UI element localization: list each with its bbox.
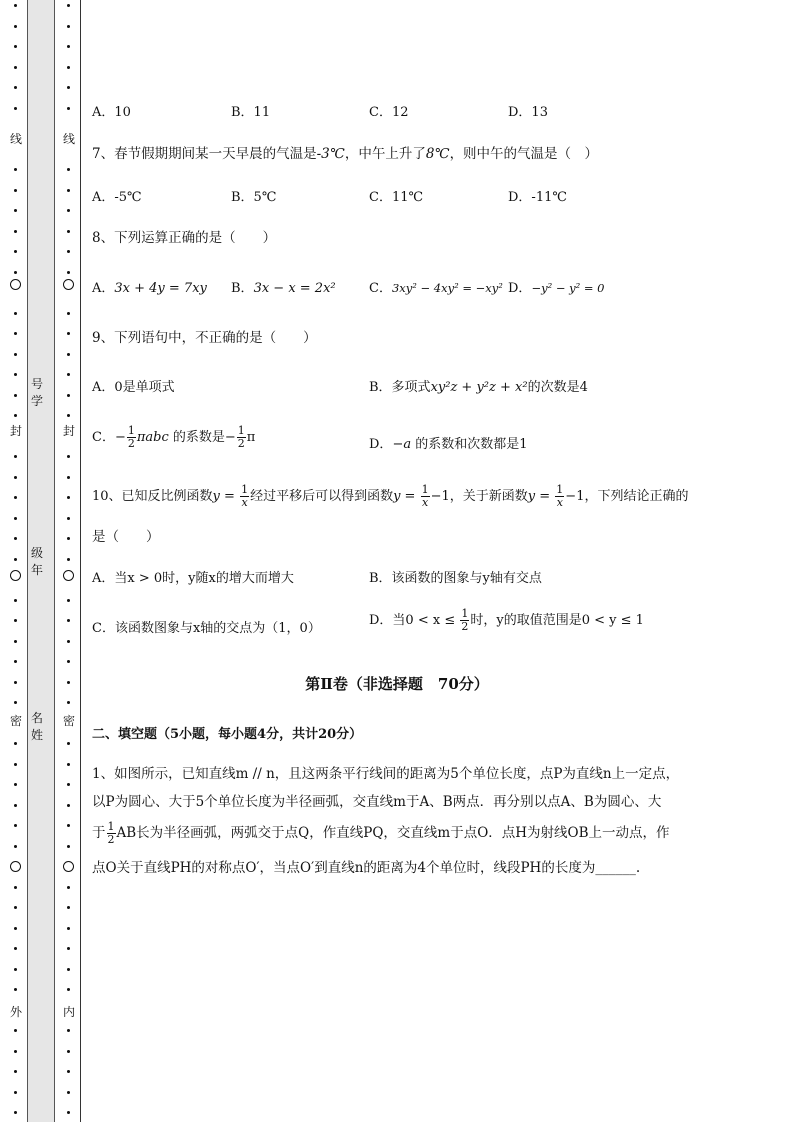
binding-dot xyxy=(67,332,70,335)
binding-dot xyxy=(67,476,70,479)
binding-dot xyxy=(67,209,70,212)
binding-dot xyxy=(67,927,70,930)
q7-option-c: C．11℃ xyxy=(369,190,424,205)
q10-option-b: B．该函数的图象与y轴有交点 xyxy=(369,571,542,586)
q8-a-expr: 3x + 4y = 7xy xyxy=(114,281,207,296)
label-student-number: 号学 xyxy=(31,377,44,408)
binding-dot xyxy=(67,599,70,602)
q8-c-label: C． xyxy=(369,281,392,296)
binding-dot xyxy=(67,168,70,171)
q7-option-d: D．-11℃ xyxy=(508,190,567,205)
binding-dot xyxy=(67,189,70,192)
fill-question-1-line-3 xyxy=(92,818,742,849)
margin-char-xian-outer: 线 xyxy=(9,132,22,146)
binding-dot xyxy=(67,312,70,315)
binding-dot xyxy=(67,496,70,499)
q10-d-post: 时，y的取值范围是0 < y ≤ 1 xyxy=(470,613,644,628)
binding-dot xyxy=(14,312,17,315)
binding-dot xyxy=(14,599,17,602)
binding-dot xyxy=(14,619,17,622)
binding-dot xyxy=(14,250,17,253)
q7-option-b: B．5℃ xyxy=(231,190,277,205)
binding-dot xyxy=(14,845,17,848)
q10-d-pre: D．当0 < x ≤ xyxy=(369,613,460,628)
q10-fraction-1 xyxy=(240,484,249,509)
binding-dot xyxy=(67,701,70,704)
binding-dot xyxy=(67,373,70,376)
binding-dot xyxy=(67,988,70,991)
fill1-l3-post: AB长为半径画弧，两弧交于点Q，作直线PQ，交直线m于点O．点H为射线OB上一动点，作 xyxy=(116,825,670,841)
inner-border-line xyxy=(80,0,81,1122)
q7-stem-b: ，中午上升了 xyxy=(344,146,426,162)
q6-option-a: A．10 xyxy=(92,105,131,120)
binding-dot xyxy=(67,1111,70,1114)
q9-option-d xyxy=(369,433,528,452)
binding-dot xyxy=(14,1050,17,1053)
q10-option-a: A．当x > 0时，y随x的增大而增大 xyxy=(92,571,294,586)
binding-circle xyxy=(10,570,21,581)
binding-dot xyxy=(14,332,17,335)
outer-dot-column xyxy=(9,0,23,1123)
q8-a-label: A． xyxy=(92,281,115,296)
binding-dot xyxy=(67,763,70,766)
binding-dot xyxy=(67,947,70,950)
binding-dot xyxy=(67,455,70,458)
binding-dot xyxy=(67,1029,70,1032)
binding-dot xyxy=(67,353,70,356)
q7-stem-c: ，则中午的气温是（ ） xyxy=(449,146,599,162)
q10-f2-num: 1 xyxy=(421,483,429,496)
q7-option-a: A．-5℃ xyxy=(92,190,142,205)
q9-c-pre: C．− xyxy=(92,430,126,445)
q10-stem-d: ，下列结论正确的 xyxy=(584,489,689,504)
q9-c-den1: 2 xyxy=(127,437,135,450)
binding-dot xyxy=(14,353,17,356)
binding-dot xyxy=(14,496,17,499)
q10-stem xyxy=(92,484,688,509)
binding-circle xyxy=(63,279,74,290)
q9-c-mid: 的系数是− xyxy=(168,430,236,445)
q9-c-fraction-2 xyxy=(237,425,246,450)
binding-dot xyxy=(14,1029,17,1032)
binding-dot xyxy=(67,4,70,7)
binding-dot xyxy=(67,66,70,69)
fill-question-1-line-4: 点O关于直线PH的对称点O′，当点O′到直线n的距离为4个单位时，线段PH的长度为______. xyxy=(92,860,641,876)
margin-char-feng-inner: 封 xyxy=(62,424,75,438)
q10-tail3: −1 xyxy=(565,489,585,504)
binding-dot xyxy=(14,886,17,889)
q9-c-num2: 1 xyxy=(237,424,245,437)
binding-dot xyxy=(14,558,17,561)
q10-y2: y = xyxy=(393,489,420,504)
q9-d-pre: D． xyxy=(369,437,393,452)
binding-dot xyxy=(67,742,70,745)
q10-option-c: C．该函数图象与x轴的交点为（1，0） xyxy=(92,621,321,636)
binding-dot xyxy=(67,640,70,643)
binding-dot xyxy=(67,25,70,28)
q8-option-d xyxy=(508,277,605,296)
binding-circle xyxy=(63,861,74,872)
q10-stem-b: 经过平移后可以得到函数 xyxy=(250,489,394,504)
binding-dot xyxy=(67,271,70,274)
q10-f3-num: 1 xyxy=(556,483,564,496)
binding-dot xyxy=(67,886,70,889)
q9-c-den2: 2 xyxy=(237,437,245,450)
q9-d-post: 的系数和次数都是1 xyxy=(411,437,528,452)
q7-temp-rise: 8℃ xyxy=(425,146,450,162)
section-title: 第Ⅱ卷（非选择题 70分） xyxy=(305,675,489,693)
q8-d-expr: −y² − y² = 0 xyxy=(531,281,605,295)
binding-dot xyxy=(14,968,17,971)
q9-c-num1: 1 xyxy=(127,424,135,437)
q7-stem-a: 7、春节假期期间某一天早晨的气温是 xyxy=(92,146,317,162)
binding-dot xyxy=(14,804,17,807)
q9-c-pi: π xyxy=(246,430,256,445)
q10-stem-continued: 是（ ） xyxy=(92,529,160,545)
q10-stem-a: 10、已知反比例函数 xyxy=(92,489,213,504)
binding-dot xyxy=(14,168,17,171)
q10-d-num: 1 xyxy=(461,607,469,620)
binding-dot xyxy=(14,517,17,520)
q8-stem: 8、下列运算正确的是（ ） xyxy=(92,230,277,246)
fill1-l3-pre: 于 xyxy=(92,825,106,841)
q10-tail2: −1 xyxy=(430,489,450,504)
margin-char-wai: 外 xyxy=(9,1005,22,1019)
binding-dot xyxy=(14,25,17,28)
binding-dot xyxy=(14,66,17,69)
binding-dot xyxy=(14,660,17,663)
binding-dot xyxy=(14,455,17,458)
binding-dot xyxy=(67,619,70,622)
binding-dot xyxy=(14,230,17,233)
q9-b-pre: B．多项式 xyxy=(369,380,431,395)
binding-dot xyxy=(14,271,17,274)
q10-f3-den: x xyxy=(556,496,563,509)
binding-dot xyxy=(67,783,70,786)
q7-temp-morning: -3℃ xyxy=(316,146,345,162)
binding-dot xyxy=(67,86,70,89)
binding-dot xyxy=(67,968,70,971)
q9-option-a: A．0是单项式 xyxy=(92,380,175,395)
q10-option-d xyxy=(369,608,644,633)
fill1-fraction-half xyxy=(107,821,116,846)
binding-dot xyxy=(14,394,17,397)
binding-dot xyxy=(67,107,70,110)
binding-dot xyxy=(14,640,17,643)
margin-char-nei: 内 xyxy=(62,1005,75,1019)
binding-circle xyxy=(10,279,21,290)
binding-dot xyxy=(67,558,70,561)
label-name: 名姓 xyxy=(31,711,44,742)
binding-dot xyxy=(14,476,17,479)
q10-fraction-3 xyxy=(555,484,564,509)
binding-dot xyxy=(67,537,70,540)
fill1-frac-num: 1 xyxy=(107,820,115,833)
binding-dot xyxy=(14,1091,17,1094)
inner-dot-column xyxy=(62,0,76,1123)
binding-dot xyxy=(14,107,17,110)
margin-char-mi-inner: 密 xyxy=(62,714,75,728)
margin-char-feng-outer: 封 xyxy=(9,424,22,438)
binding-dot xyxy=(14,927,17,930)
binding-dot xyxy=(14,906,17,909)
binding-dot xyxy=(14,783,17,786)
binding-dot xyxy=(14,86,17,89)
fill1-frac-den: 2 xyxy=(107,833,115,846)
q10-y3: y = xyxy=(527,489,555,504)
binding-dot xyxy=(67,1050,70,1053)
binding-dot xyxy=(14,763,17,766)
section-heading-fill-blank: 二、填空题（5小题，每小题4分，共计20分） xyxy=(92,727,363,742)
binding-dot xyxy=(67,1070,70,1073)
binding-dot xyxy=(14,4,17,7)
q10-f1-num: 1 xyxy=(241,483,249,496)
q6-option-b: B．11 xyxy=(231,105,271,120)
fill-question-1-line-2: 以P为圆心、大于5个单位长度为半径画弧，交直线m于A、B两点．再分别以点A、B为圆心、大 xyxy=(92,794,662,810)
binding-dot xyxy=(14,1070,17,1073)
q8-option-b xyxy=(231,277,336,296)
binding-dot xyxy=(67,517,70,520)
margin-char-mi-outer: 密 xyxy=(9,714,22,728)
binding-dot xyxy=(14,742,17,745)
q8-d-label: D． xyxy=(508,281,532,296)
binding-dot xyxy=(14,45,17,48)
q6-option-c: C．12 xyxy=(369,105,409,120)
q8-b-expr: 3x − x = 2x² xyxy=(253,281,336,296)
q8-c-expr: 3xy² − 4xy² = −xy² xyxy=(391,281,503,295)
binding-dot xyxy=(14,988,17,991)
binding-dot xyxy=(67,824,70,827)
binding-dot xyxy=(67,45,70,48)
label-grade: 级年 xyxy=(31,546,44,577)
margin-char-xian-inner: 线 xyxy=(62,132,75,146)
q10-y1: y = xyxy=(212,489,240,504)
binding-dot xyxy=(14,947,17,950)
binding-dot xyxy=(14,373,17,376)
q10-f1-den: x xyxy=(241,496,248,509)
binding-dot xyxy=(14,537,17,540)
q9-b-post: 的次数是4 xyxy=(527,380,588,395)
q9-c-fraction-1 xyxy=(127,425,136,450)
binding-circle xyxy=(63,570,74,581)
binding-dot xyxy=(14,414,17,417)
binding-dot xyxy=(67,394,70,397)
q8-b-label: B． xyxy=(231,281,254,296)
q9-c-term: πabc xyxy=(136,430,169,445)
q10-fraction-2 xyxy=(421,484,430,509)
q9-b-expr: xy²z + y²z + x² xyxy=(430,380,528,395)
q8-option-a xyxy=(92,277,207,296)
binding-dot xyxy=(14,701,17,704)
q10-f2-den: x xyxy=(421,496,429,509)
binding-dot xyxy=(67,804,70,807)
q9-d-var: −a xyxy=(392,437,412,452)
q10-d-den: 2 xyxy=(461,620,469,633)
binding-dot xyxy=(14,189,17,192)
binding-circle xyxy=(10,861,21,872)
q9-stem: 9、下列语句中，不正确的是（ ） xyxy=(92,330,317,346)
fill-question-1-line-1: 1、如图所示，已知直线m // n，且这两条平行线间的距离为5个单位长度，点P为直线n上一定点， xyxy=(92,766,680,782)
binding-dot xyxy=(67,906,70,909)
binding-dot xyxy=(67,250,70,253)
binding-dot xyxy=(67,845,70,848)
binding-dot xyxy=(14,1111,17,1114)
binding-dot xyxy=(67,1091,70,1094)
q10-stem-c: ，关于新函数 xyxy=(449,489,528,504)
binding-dot xyxy=(14,209,17,212)
q8-option-c xyxy=(369,277,503,296)
binding-dot xyxy=(14,824,17,827)
binding-dot xyxy=(67,414,70,417)
binding-dot xyxy=(67,660,70,663)
q9-option-b xyxy=(369,376,588,395)
q10-d-fraction xyxy=(460,608,469,633)
q7-stem xyxy=(92,142,598,162)
q9-option-c xyxy=(92,425,255,450)
binding-dot xyxy=(67,230,70,233)
q6-option-d: D．13 xyxy=(508,105,548,120)
